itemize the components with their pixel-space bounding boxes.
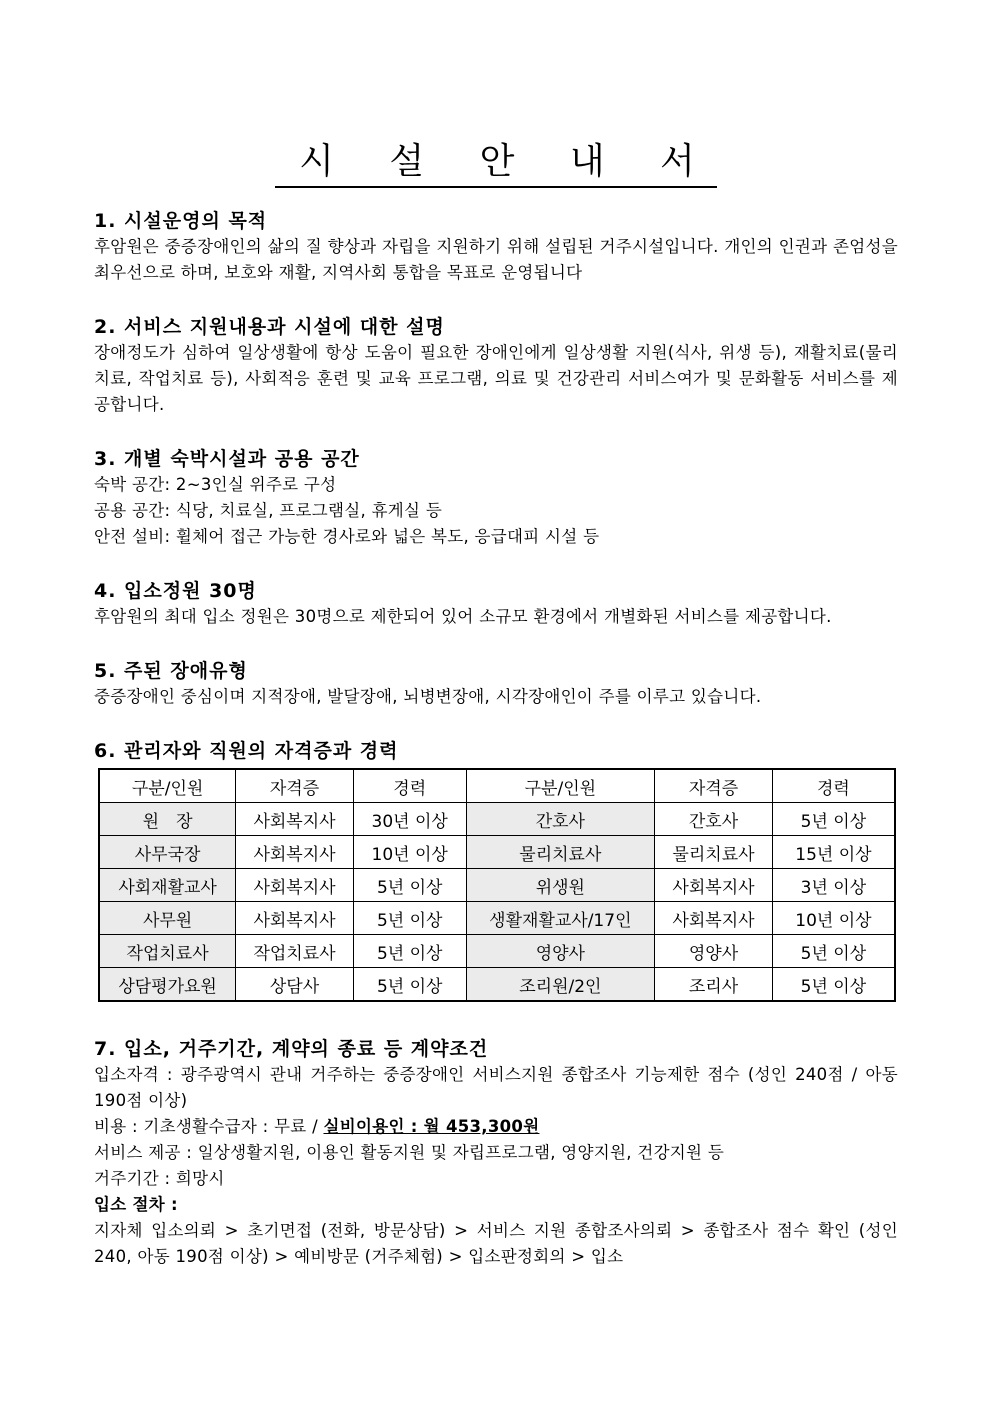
section-staff — [94, 738, 898, 1002]
section-capacity-body: 후암원의 최대 입소 정원은 30명으로 제한되어 있어 소규모 환경에서 개별화된 서비스를 제공합니다. — [94, 607, 832, 626]
contract-qualification: 입소자격 : 광주광역시 관내 거주하는 중증장애인 서비스지원 종합조사 기능제한 점수 (성인 240점 / 아동 190점 이상) — [94, 1065, 898, 1110]
section-services-body: 장애정도가 심하여 일상생활에 항상 도움이 필요한 장애인에게 일상생활 지원(식사, 위생 등), 재활치료(물리치료, 작업치료 등), 사회적응 훈련 및 교육 프로그램, 의료 및 건강관리 서비스여가 및 문화활동 서비스를 제공합니다. — [94, 343, 898, 414]
header-cell: 경력 — [772, 769, 895, 803]
table-row — [99, 836, 895, 869]
header-cell: 자격증 — [655, 769, 773, 803]
document-title-text: 시 설 안 내 서 — [275, 140, 717, 188]
table-cell: 사무국장 — [99, 836, 236, 869]
contract-cost — [94, 1114, 898, 1140]
table-cell: 15년 이상 — [772, 836, 895, 869]
table-cell: 상담평가요원 — [99, 968, 236, 1002]
table-cell: 5년 이상 — [353, 869, 466, 902]
table-cell: 3년 이상 — [772, 869, 895, 902]
table-cell: 물리치료사 — [466, 836, 655, 869]
table-cell: 조리사 — [655, 968, 773, 1002]
contract-period: 거주기간 : 희망시 — [94, 1169, 225, 1188]
table-cell: 생활재활교사/17인 — [466, 902, 655, 935]
section-disability-types — [94, 658, 898, 710]
table-row — [99, 968, 895, 1002]
table-cell: 상담사 — [236, 968, 354, 1002]
section-contract — [94, 1036, 898, 1270]
facilities-safety: 안전 설비: 휠체어 접근 가능한 경사로와 넓은 복도, 응급대피 시설 등 — [94, 527, 600, 546]
table-cell: 10년 이상 — [353, 836, 466, 869]
section-facilities-heading: 3. 개별 숙박시설과 공용 공간 — [94, 448, 360, 470]
table-cell: 5년 이상 — [353, 902, 466, 935]
table-cell: 사회재활교사 — [99, 869, 236, 902]
section-contract-heading: 7. 입소, 거주기간, 계약의 종료 등 계약조건 — [94, 1038, 489, 1060]
table-cell: 사회복지사 — [655, 869, 773, 902]
section-capacity-heading: 4. 입소정원 30명 — [94, 580, 257, 602]
section-capacity — [94, 578, 898, 630]
section-services — [94, 314, 898, 418]
table-cell: 물리치료사 — [655, 836, 773, 869]
table-cell: 5년 이상 — [772, 968, 895, 1002]
table-row — [99, 902, 895, 935]
section-purpose-heading: 1. 시설운영의 목적 — [94, 210, 268, 232]
table-cell: 영양사 — [466, 935, 655, 968]
staff-table-header-row — [99, 769, 895, 803]
table-cell: 영양사 — [655, 935, 773, 968]
table-cell: 사회복지사 — [236, 836, 354, 869]
table-cell: 5년 이상 — [353, 968, 466, 1002]
table-cell: 5년 이상 — [772, 935, 895, 968]
section-disability-heading: 5. 주된 장애유형 — [94, 660, 248, 682]
table-cell: 30년 이상 — [353, 803, 466, 836]
table-cell: 5년 이상 — [353, 935, 466, 968]
table-cell: 사회복지사 — [236, 902, 354, 935]
table-cell: 조리원/2인 — [466, 968, 655, 1002]
table-cell: 사무원 — [99, 902, 236, 935]
contract-service: 서비스 제공 : 일상생활지원, 이용인 활동지원 및 자립프로그램, 영양지원, 건강지원 등 — [94, 1143, 725, 1162]
document-page — [94, 140, 898, 1270]
table-cell: 사회복지사 — [236, 869, 354, 902]
section-purpose — [94, 208, 898, 286]
cost-prefix: 비용 : 기초생활수급자 : 무료 / — [94, 1117, 324, 1136]
document-title — [94, 140, 898, 190]
table-cell: 간호사 — [655, 803, 773, 836]
table-cell: 5년 이상 — [772, 803, 895, 836]
table-cell: 사회복지사 — [655, 902, 773, 935]
staff-table — [98, 768, 896, 1002]
header-cell: 구분/인원 — [99, 769, 236, 803]
table-row — [99, 935, 895, 968]
section-facilities — [94, 446, 898, 550]
table-cell: 위생원 — [466, 869, 655, 902]
section-staff-heading: 6. 관리자와 직원의 자격증과 경력 — [94, 740, 399, 762]
procedure-body: 지자체 입소의뢰 > 초기면접 (전화, 방문상담) > 서비스 지원 종합조사의뢰 > 종합조사 점수 확인 (성인 240, 아동 190점 이상) > 예비방문 (거주체험) > 입소판정회의 > 입소 — [94, 1221, 898, 1266]
table-cell: 10년 이상 — [772, 902, 895, 935]
facilities-common: 공용 공간: 식당, 치료실, 프로그램실, 휴게실 등 — [94, 501, 443, 520]
section-disability-body: 중증장애인 중심이며 지적장애, 발달장애, 뇌병변장애, 시각장애인이 주를 이루고 있습니다. — [94, 687, 762, 706]
table-cell: 작업치료사 — [99, 935, 236, 968]
facilities-lodging: 숙박 공간: 2~3인실 위주로 구성 — [94, 475, 337, 494]
table-cell: 작업치료사 — [236, 935, 354, 968]
table-cell: 원 장 — [99, 803, 236, 836]
table-row — [99, 869, 895, 902]
header-cell: 자격증 — [236, 769, 354, 803]
table-row — [99, 803, 895, 836]
table-cell: 사회복지사 — [236, 803, 354, 836]
header-cell: 경력 — [353, 769, 466, 803]
cost-emphasis: 실비이용인 : 월 453,300원 — [323, 1117, 540, 1136]
header-cell: 구분/인원 — [466, 769, 655, 803]
procedure-title: 입소 절차 : — [94, 1195, 178, 1214]
section-services-heading: 2. 서비스 지원내용과 시설에 대한 설명 — [94, 316, 445, 338]
table-cell: 간호사 — [466, 803, 655, 836]
section-purpose-body: 후암원은 중증장애인의 삶의 질 향상과 자립을 지원하기 위해 설립된 거주시설입니다. 개인의 인권과 존엄성을 최우선으로 하며, 보호와 재활, 지역사회 통합을 목표로 운영됩니다 — [94, 237, 898, 282]
